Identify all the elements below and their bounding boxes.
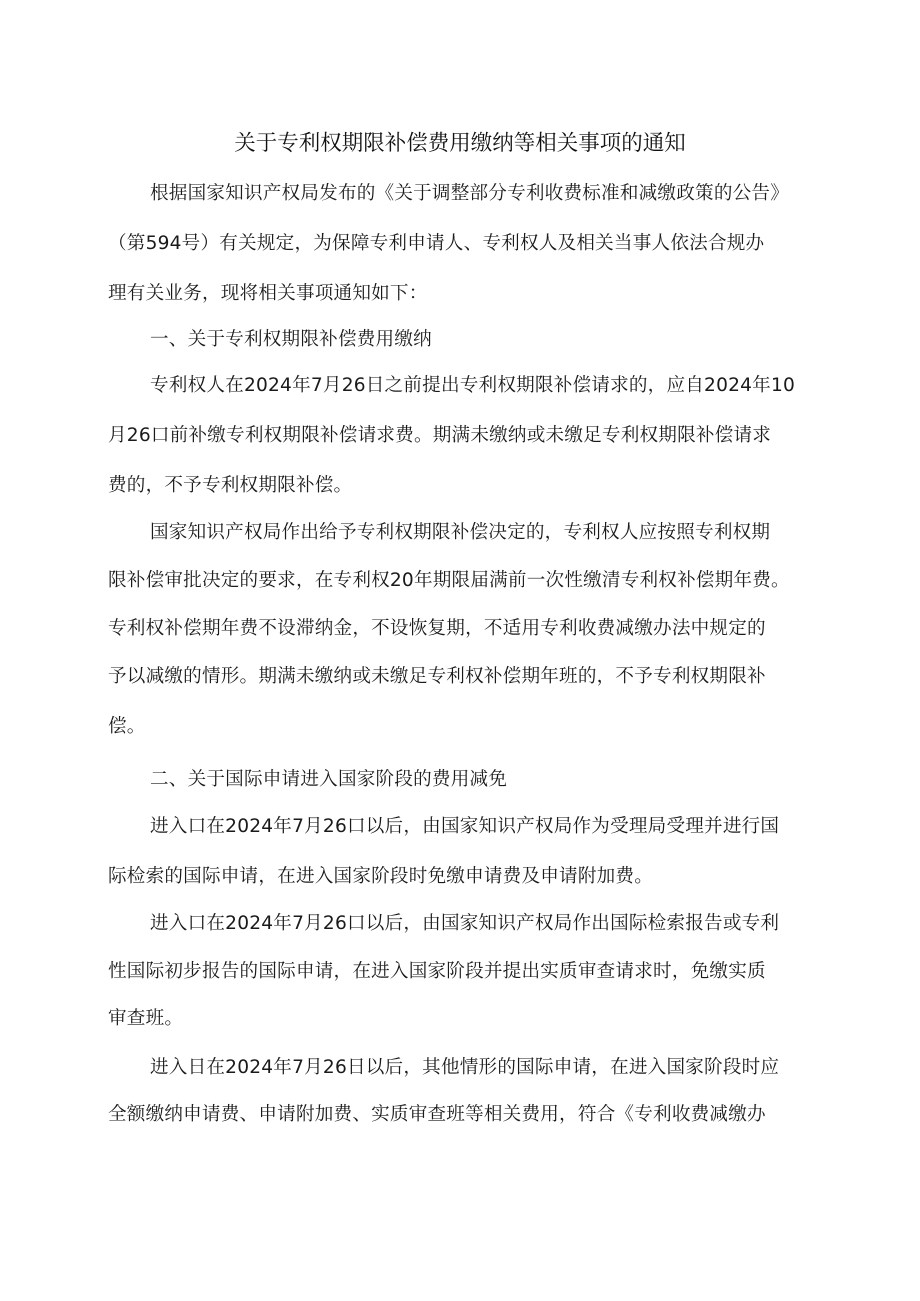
paragraph-line: 理有关业务，现将相关事项通知如下： <box>108 283 428 304</box>
paragraph-line: 际检索的国际申请，在进入国家阶段时免缴申请费及申请附加费。 <box>108 866 654 887</box>
paragraph-line: 专利权补偿期年费不设滞纳金，不设恢复期，不适用专利收费减缴办法中规定的 <box>108 618 766 639</box>
paragraph-line: 进入口在2024年7月26口以后，由国家知识产权局作出国际检索报告或专利 <box>150 913 780 934</box>
paragraph-line: 限补偿审批决定的要求，在专利权20年期限届满前一次性缴清专利权补偿期年费。 <box>108 570 790 591</box>
paragraph-line: 偿。 <box>108 716 146 737</box>
paragraph-line: （第594号）有关规定，为保障专利申请人、专利权人及相关当事人依法合规办 <box>108 233 765 254</box>
paragraph-line: 专利权人在2024年7月26日之前提出专利权期限补偿请求的，应自2024年10 <box>150 375 796 396</box>
section-heading: 一、关于专利权期限补偿费用缴纳 <box>150 329 432 350</box>
paragraph-line: 根据国家知识产权局发布的《关于调整部分专利收费标准和减缴政策的公告》 <box>150 183 789 204</box>
paragraph-line: 予以减缴的情形。期满未缴纳或未缴足专利权补偿期年班的，不予专利权期限补 <box>108 666 766 687</box>
paragraph-line: 进入日在2024年7月26日以后，其他情形的国际申请，在进入国家阶段时应 <box>150 1057 780 1078</box>
paragraph-line: 月26口前补缴专利权期限补偿请求费。期满未缴纳或未缴足专利权期限补偿请求 <box>108 425 772 446</box>
paragraph-line: 性国际初步报告的国际申请，在进入国家阶段并提出实质审查请求时，免缴实质 <box>108 961 766 982</box>
paragraph-line: 审查班。 <box>108 1008 184 1029</box>
section-heading: 二、关于国际申请进入国家阶段的费用减免 <box>150 769 508 790</box>
paragraph-line: 费的，不予专利权期限补偿。 <box>108 475 353 496</box>
paragraph-line: 全额缴纳申请费、申请附加费、实质审查班等相关费用，符合《专利收费减缴办 <box>108 1104 766 1125</box>
document-title: 关于专利权期限补偿费用缴纳等相关事项的通知 <box>234 131 686 156</box>
paragraph-line: 进入口在2024年7月26口以后，由国家知识产权局作为受理局受理并进行国 <box>150 816 780 837</box>
paragraph-line: 国家知识产权局作出给予专利权期限补偿决定的，专利权人应按照专利权期 <box>150 522 771 543</box>
